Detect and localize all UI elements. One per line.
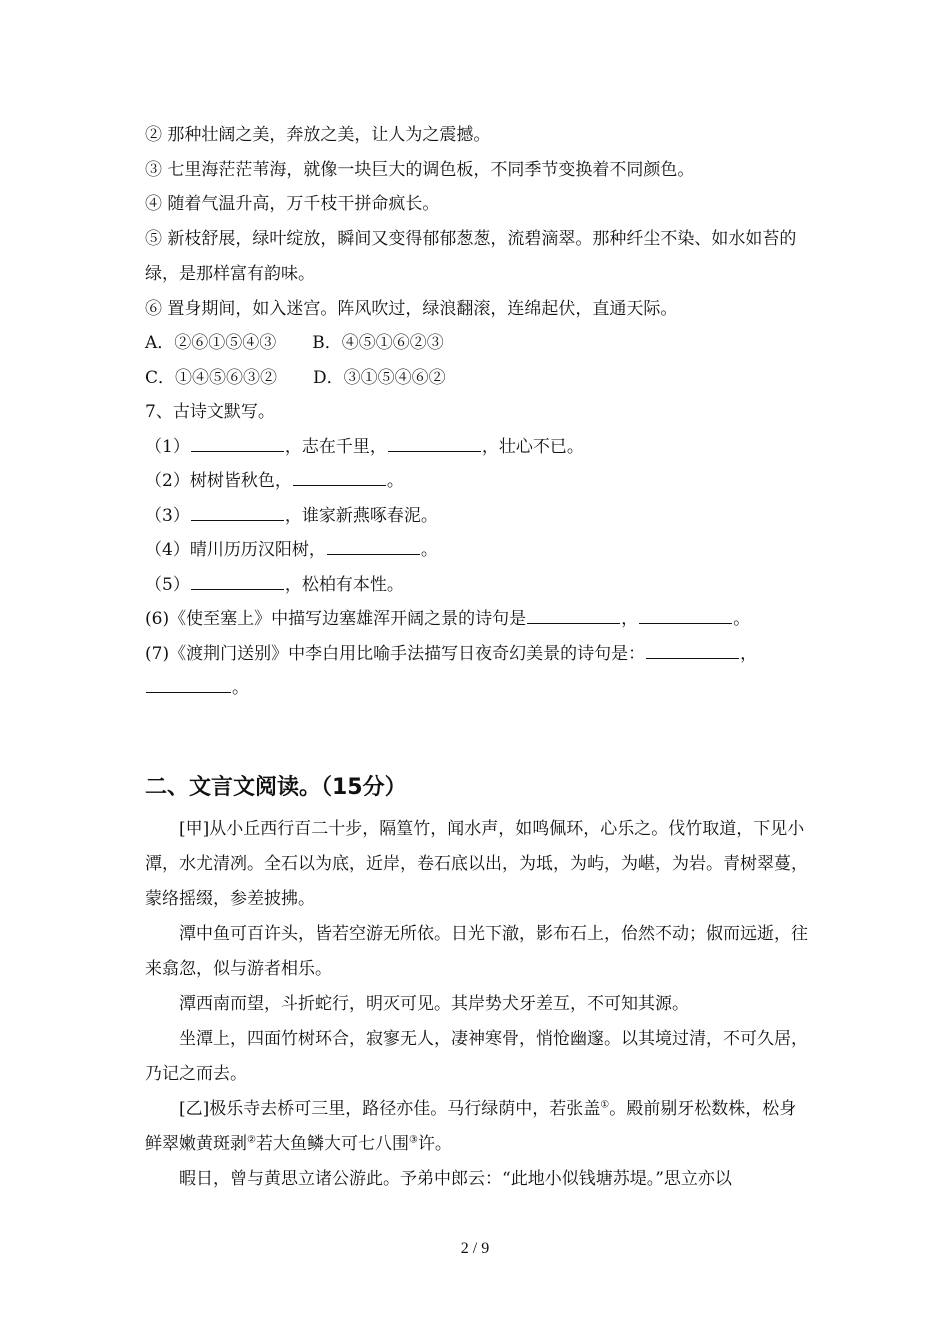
answer-blank[interactable] [527,607,620,624]
sentence-2: ② 那种壮阔之美，奔放之美，让人为之震撼。 [145,125,491,145]
option-d: D．③①⑤④⑥② [313,367,446,388]
p5-text: 。殿前剔牙松数株，松身鲜翠嫩黄斑剥 [145,1098,797,1154]
answer-blank[interactable] [191,435,284,452]
answer-blank[interactable] [191,573,284,590]
p5-text: [乙]极乐寺去桥可三里，路径亦佳。马行绿荫中，若张盖 [179,1098,601,1119]
q7-5-text: ，松柏有本性。 [284,574,404,595]
q7-2-text-end: 。 [386,471,404,491]
option-c: C．①④⑤⑥③② [145,367,278,388]
q7-2-text: （2）树树皆秋色， [145,471,292,491]
q7-line-3 [145,499,810,534]
answer-blank[interactable] [639,607,732,624]
q7-line-7 [145,637,810,672]
question-7-title: 7、古诗文默写。 [145,402,275,422]
q7-6-end: 。 [733,609,751,629]
p5-text: 若大鱼鳞大可七八围 [255,1133,409,1154]
passage-paragraph-3: 潭西南而望，斗折蛇行，明灭可见。其岸势犬牙差互，不可知其源。 [179,993,689,1014]
sentence-4: ④ 随着气温升高，万千枝干拼命疯长。 [145,194,440,214]
footnote-marker: ③ [408,1133,418,1145]
option-b: B．④⑤①⑥②③ [312,333,444,353]
q7-4-text: （4）晴川历历汉阳树， [145,540,326,560]
q7-6-sep: ， [621,609,639,629]
q7-7-sep: ， [740,643,758,664]
footnote-marker: ① [600,1098,610,1110]
options-row-2 [145,361,810,396]
sentence-5: ⑤ 新枝舒展，绿叶绽放，瞬间又变得郁郁葱葱，流碧滴翠。那种纤尘不染、如水如苔的绿，是那样富有韵味。 [145,228,797,284]
q7-3-text: ，谁家新燕啄春泥。 [284,505,438,526]
q7-4-text-end: 。 [420,540,438,560]
q7-line-4 [145,533,810,568]
q7-line-1 [145,430,810,465]
passage-paragraph-2: 潭中鱼可百许头，皆若空游无所依。日光下澈，影布石上，佁然不动；俶而远逝，往来翕忽，似与游者相乐。 [145,923,808,979]
footnote-marker: ② [247,1133,256,1145]
passage-paragraph-4: 坐潭上，四面竹树环合，寂寥无人，凄神寒骨，悄怆幽邃。以其境过清，不可久居，乃记之而去。 [145,1028,808,1084]
answer-blank[interactable] [388,435,481,452]
answer-blank[interactable] [293,469,386,486]
option-a: A．②⑥①⑤④③ [145,333,277,353]
sentence-3: ③ 七里海茫茫苇海，就像一块巨大的调色板，不同季节变换着不同颜色。 [145,159,695,180]
q7-line-5 [145,568,810,603]
answer-blank[interactable] [327,538,420,555]
passage-paragraph-1: [甲]从小丘西行百二十步，隔篁竹，闻水声，如鸣佩环，心乐之。伐竹取道，下见小潭，水尤清冽。全石以为底，近岸，卷石底以出，为坻，为屿，为嵁，为岩。青树翠蔓，蒙络摇缀，参差披拂。 [145,818,808,909]
q7-line-7-cont [145,671,810,706]
sentence-6: ⑥ 置身期间，如入迷宫。阵风吹过，绿浪翻滚，连绵起伏，直通天际。 [145,298,678,319]
page-content [145,118,810,1196]
section-heading: 二、文言文阅读。（15分） [145,774,407,800]
answer-blank[interactable] [191,504,284,521]
q7-1-text: ，志在千里， [284,436,387,457]
q7-7-end: 。 [232,678,249,698]
q7-6-text: (6)《使至塞上》中描写边塞雄浑开阔之景的诗句是 [145,609,527,629]
answer-blank[interactable] [146,676,231,693]
q7-3-label: （3） [145,505,190,526]
q7-line-6 [145,602,810,637]
q7-7-text: (7)《渡荆门送别》中李白用比喻手法描写日夜奇幻美景的诗句是： [145,643,646,664]
passage-paragraph-5 [145,1092,810,1162]
p5-text: 许。 [417,1133,452,1154]
q7-5-label: （5） [145,574,190,595]
page-number: 2 / 9 [460,1240,490,1257]
options-row-1 [145,326,810,361]
q7-1-label: （1） [145,436,190,457]
q7-line-2 [145,464,810,499]
passage-paragraph-6: 暇日，曾与黄思立诸公游此。予弟中郎云：“此地小似钱塘苏堤。”思立亦以 [179,1168,732,1189]
q7-1-text-end: ，壮心不已。 [481,436,584,457]
answer-blank[interactable] [646,642,739,659]
